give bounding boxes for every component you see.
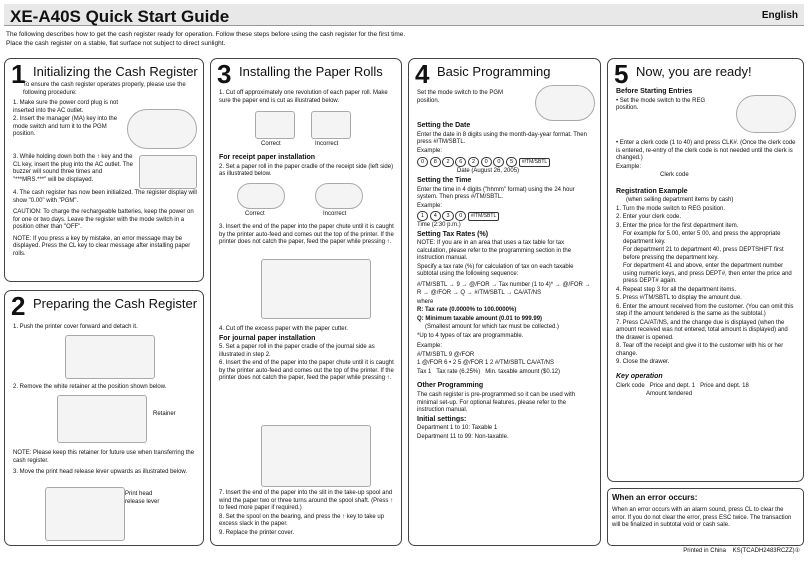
section-2-panel <box>4 290 204 546</box>
reg-step-5: 5. Press #/TM/SBTL to display the amount due. <box>616 295 742 302</box>
key-0c: 0 <box>493 157 504 167</box>
intro-line-1: The following describes how to get the cash register ready for operation. Follow these steps before using the cash register for the first time. <box>6 31 406 38</box>
section-2-note <box>13 449 197 478</box>
date-text: Enter the date in 8 digits using the month-day-year format. Then press #/TM/SBTL. <box>417 131 587 146</box>
keyboard-illustration <box>139 155 197 189</box>
section-title: Initializing the Cash Register <box>33 64 198 79</box>
step-5: 5. Set a paper roll in the paper cradle of the journal side as illustrated in step 2. <box>219 344 375 358</box>
other-text: The cash register is pre-programmed so it can be used with minimal set-up. For optional features, please refer to the instruction manual. <box>417 392 576 413</box>
step-8: 8. Set the spool on the bearing, and press the ↑ key to take up excess slack in the paper. <box>219 513 385 527</box>
cap-amount: Amount tendered <box>646 391 693 397</box>
key-6: 6 <box>455 157 466 167</box>
retainer-label: Retainer <box>153 411 176 417</box>
section-1-panel <box>4 58 204 282</box>
lead-text: To ensure the cash register operates properly, please use the following procedure: <box>23 82 186 96</box>
step-3: 3. Insert the end of the paper into the paper chute until it is caught by the printer auto-feed and comes out the top of the printer. If the printer does not catch the paper, feed the paper while pressing ↑. <box>219 224 394 245</box>
incorrect-label-2: Incorrect <box>323 211 347 217</box>
correct-label: Correct <box>261 141 281 147</box>
lead-text: Set the mode switch to the PGM position. <box>417 90 504 104</box>
receipt-heading: For receipt paper installation <box>219 154 316 161</box>
tm-sbtl-key: #/TM/SBTL <box>519 158 550 167</box>
paper-chute-illustration <box>261 259 371 319</box>
section-number: 3 <box>217 59 232 89</box>
note-text: NOTE: If you press a key by mistake, an error message may be displayed. Press the CL key to clear message after installing paper rolls. <box>13 235 191 257</box>
initial-setting-1: Department 1 to 10: Taxable 1 <box>417 425 498 432</box>
before-step-1: • Set the mode switch to the REG position. <box>616 97 706 112</box>
paper-roll-incorrect <box>315 183 363 209</box>
tax-rate-def: R: Tax rate (0.0000% to 100.0000%) <box>417 307 517 314</box>
step-2: 2. Remove the white retainer at the position shown below. <box>13 384 167 390</box>
reg-step-9: 9. Close the drawer. <box>616 359 670 366</box>
journal-section <box>219 325 395 384</box>
key-op-captions <box>616 383 797 391</box>
journal-heading: For journal paper installation <box>219 334 316 342</box>
section-title: Preparing the Cash Register <box>33 296 198 311</box>
mode-switch-illustration <box>127 109 197 149</box>
section-3-step1 <box>219 89 395 106</box>
correct-label-2: Correct <box>245 211 265 217</box>
reg-step-3: 3. Enter the price for the first department item. <box>616 222 739 229</box>
where-label: where <box>417 298 434 305</box>
key-8: 8 <box>430 157 441 167</box>
incorrect-label: Incorrect <box>315 141 339 147</box>
section-4-panel <box>408 58 601 546</box>
time-text: Enter the time in 4 digits ("hhmm" format) using the 24 hour system. Then press #/TM/SBTL. <box>417 186 575 200</box>
mode-lead <box>417 89 527 106</box>
reg-step-1: 1. Turn the mode switch to REG position. <box>616 205 726 212</box>
example-label: Example: <box>616 163 642 170</box>
example-label: Example: <box>417 147 443 154</box>
date-caption: Date (August 26, 2005) <box>457 168 520 175</box>
cap-rate: Tax rate (6.25%) <box>436 368 481 375</box>
paper-cut-correct <box>255 111 295 139</box>
paper-roll-correct <box>237 183 285 209</box>
paper-cut-incorrect <box>311 111 351 139</box>
step-4: 4. Cut off the excess paper with the paper cutter. <box>219 326 348 332</box>
intro-text <box>6 30 626 49</box>
journal-steps <box>219 489 395 538</box>
section-2-body <box>13 323 197 333</box>
section-number: 1 <box>11 59 26 89</box>
cap-min: Min. taxable amount ($0.12) <box>485 368 561 375</box>
step-3: 3. Move the print head release lever upwards as illustrated below. <box>13 469 188 475</box>
section-1-body <box>23 81 199 98</box>
key-4: 4 <box>430 211 441 221</box>
take-up-spool-illustration <box>261 425 371 487</box>
date-section <box>417 121 594 442</box>
before-step-2: • Enter a clerk code (1 to 40) and press CLK#. (Once the clerk code is entered, re-entry of the clerk code is not needed until the clerk is changed.) <box>616 140 796 161</box>
tax-sequence-2: R → @/FOR → Q → #/TM/SBTL → CA/AT/NS <box>417 290 542 297</box>
section-title: Basic Programming <box>437 64 551 79</box>
key-2b: 2 <box>468 157 479 167</box>
reg-step-3c: For department 41 and above, enter the department number using numeric keys, and press DEPT#, then enter the price and press DEPT# again. <box>623 263 792 285</box>
key-1: 1 <box>417 211 428 221</box>
receipt-section <box>219 153 395 180</box>
printed-in: Printed in China <box>683 548 726 554</box>
section-3-panel <box>210 58 402 546</box>
part-code: KS(TCADH2483RCZZ)① <box>732 548 800 554</box>
receipt-steps <box>219 223 395 248</box>
step-2: 2. Insert the manager (MA) key into the mode switch and turn it to the PGM position. <box>13 116 118 137</box>
key-0: 0 <box>417 157 428 167</box>
reg-step-8: 8. Tear off the receipt and give it to the customer with his or her change. <box>616 343 784 357</box>
initial-setting-2: Department 11 to 99: Non-taxable. <box>417 433 509 440</box>
tax-sequence-1: #/TM/SBTL → 9 → @/FOR → Tax number (1 to 4)* → @/FOR → <box>417 281 591 288</box>
time-key-row <box>417 211 594 221</box>
retainer-illustration <box>57 395 147 443</box>
cap-clerk: Clerk code <box>616 382 645 389</box>
section-title: Installing the Paper Rolls <box>239 64 383 79</box>
cap-price-1: Price and dept. 1 <box>649 382 696 389</box>
step-1: 1. Make sure the power cord plug is not inserted into the AC outlet. <box>13 100 119 114</box>
section-number: 2 <box>11 291 26 321</box>
lever-illustration <box>45 487 125 541</box>
tax-note: NOTE: If you are in an area that uses a tax table for tax calculation, please refer to the programming section in the instruction manual. <box>417 240 572 262</box>
step-2: 2. Set a paper roll in the paper cradle of the receipt side (left side) as illustrated below. <box>219 163 394 178</box>
min-taxable-note: (Smallest amount for which tax must be collected.) <box>425 324 560 331</box>
min-taxable-def: Q: Minimum taxable amount (0.01 to 999.99) <box>417 315 543 322</box>
tm-sbtl-key-2: #/TM/SBTL <box>468 212 499 221</box>
step-6: 6. Insert the end of the paper into the paper chute until it is caught by the printer auto-feed and comes out the top of the printer. If the printer does not catch the paper, feed the paper while pressing ↑. <box>219 360 394 382</box>
key-3: 3 <box>442 211 453 221</box>
step-1: 1. Cut off approximately one revolution of each paper roll. Make sure the paper end is cut as illustrated below. <box>219 90 388 104</box>
tax-heading: Setting Tax Rates (%) <box>417 230 489 238</box>
key-5: 5 <box>506 157 517 167</box>
tax-example-row-2: 1 @/FOR 6 • 2 5 @/FOR 1 2 #/TM/SBTL CA/AT/NS <box>417 360 554 367</box>
caution-text: CAUTION: To charge the rechargeable batteries, keep the power on for one or two days. Leave the register with the mode switch in a position other than "OFF". <box>13 209 194 230</box>
section-2-step2 <box>13 383 197 393</box>
step-7: 7. Insert the end of the paper into the slit in the take-up spool and wind the paper two or three turns around the spool shaft. (Press ↑ to feed more paper if required.) <box>219 490 394 511</box>
time-caption: Time (2:30 p.m.) <box>417 222 461 228</box>
tax-text: Specify a tax rate (%) for calculation of tax on each taxable subtotal using the following sequence: <box>417 263 574 278</box>
header-bar <box>4 4 804 26</box>
section-1-steps <box>13 99 123 140</box>
reg-step-4: 4. Repeat step 3 for all the department items. <box>616 286 737 293</box>
reg-step-3a: For example for 5.00, enter 5 00, and press the appropriate department key. <box>623 231 781 245</box>
section-number: 5 <box>614 59 629 89</box>
mode-switch-pgm-illustration <box>535 85 595 121</box>
tax-example-row-1: #/TM/SBTL 9 @/FOR <box>417 351 475 358</box>
key-operation-heading: Key operation <box>616 372 663 380</box>
printer-cover-illustration <box>65 335 155 379</box>
error-text: When an error occurs with an alarm sound, press CL to clear the error. If you do not clear the error, press ESC twice. The transaction will be finalized in subtotal void or cash sale. <box>612 507 792 528</box>
error-title: When an error occurs: <box>612 493 698 502</box>
reg-step-3b: For department 21 to department 40, press DEPTSHIFT first before pressing the department key. <box>623 247 784 261</box>
date-key-row <box>417 157 594 167</box>
step-3: 3. While holding down both the ↑ key and the CL key, insert the plug into the AC outlet. The buzzer will sound three times and "***MRS.***" will be displayed. <box>13 154 133 183</box>
language-label: English <box>761 10 798 21</box>
date-heading: Setting the Date <box>417 122 471 129</box>
step-9: 9. Replace the printer cover. <box>219 529 295 536</box>
step-4: 4. The cash register has now been initialized. The register display will show "0.00" with "PGM". <box>13 190 197 204</box>
footer <box>683 548 800 556</box>
tax-types-note: *Up to 4 types of tax are programmable. <box>417 332 524 339</box>
cap-price-18: Price and dept. 18 <box>700 382 749 389</box>
example-label-3: Example: <box>417 343 443 350</box>
guide-title: XE-A40S Quick Start Guide <box>10 7 230 26</box>
section-number: 4 <box>415 59 430 89</box>
other-heading: Other Programming <box>417 382 484 390</box>
note-text: NOTE: Please keep this retainer for future use when transferring the cash register. <box>13 450 195 464</box>
reg-step-6: 6. Enter the amount received from the customer. (You can omit this step if the amount tendered is the same as the subtotal.) <box>616 303 794 318</box>
reg-step-7: 7. Press CA/AT/NS, and the change due is displayed (when the amount received was not entered, total amount is displayed) and the drawer is opened. <box>616 319 788 341</box>
before-heading: Before Starting Entries <box>616 88 693 95</box>
clerk-caption: Clerk code <box>660 172 689 178</box>
section-5-panel <box>607 58 804 482</box>
key-0: 0 <box>455 211 466 221</box>
error-box <box>607 488 804 546</box>
cap-tax1: Tax 1 <box>417 368 432 375</box>
step-1: 1. Push the printer cover forward and detach it. <box>13 324 138 330</box>
section-title: Now, you are ready! <box>636 64 752 79</box>
key-2: 2 <box>442 157 453 167</box>
clerk-section <box>616 139 797 400</box>
registration-subheading: (when selling department items by cash) <box>626 197 734 204</box>
lever-label: Print head release lever <box>125 491 160 505</box>
example-label-2: Example: <box>417 202 443 209</box>
key-0b: 0 <box>481 157 492 167</box>
intro-line-2: Place the cash register on a stable, flat surface not subject to direct sunlight. <box>6 40 226 48</box>
mode-switch-reg-illustration <box>736 95 796 133</box>
initial-settings-heading: Initial settings: <box>417 415 467 423</box>
registration-heading: Registration Example <box>616 187 688 195</box>
time-heading: Setting the Time <box>417 176 472 184</box>
reg-step-2: 2. Enter your clerk code. <box>616 214 682 221</box>
tax-example-captions <box>417 369 594 377</box>
